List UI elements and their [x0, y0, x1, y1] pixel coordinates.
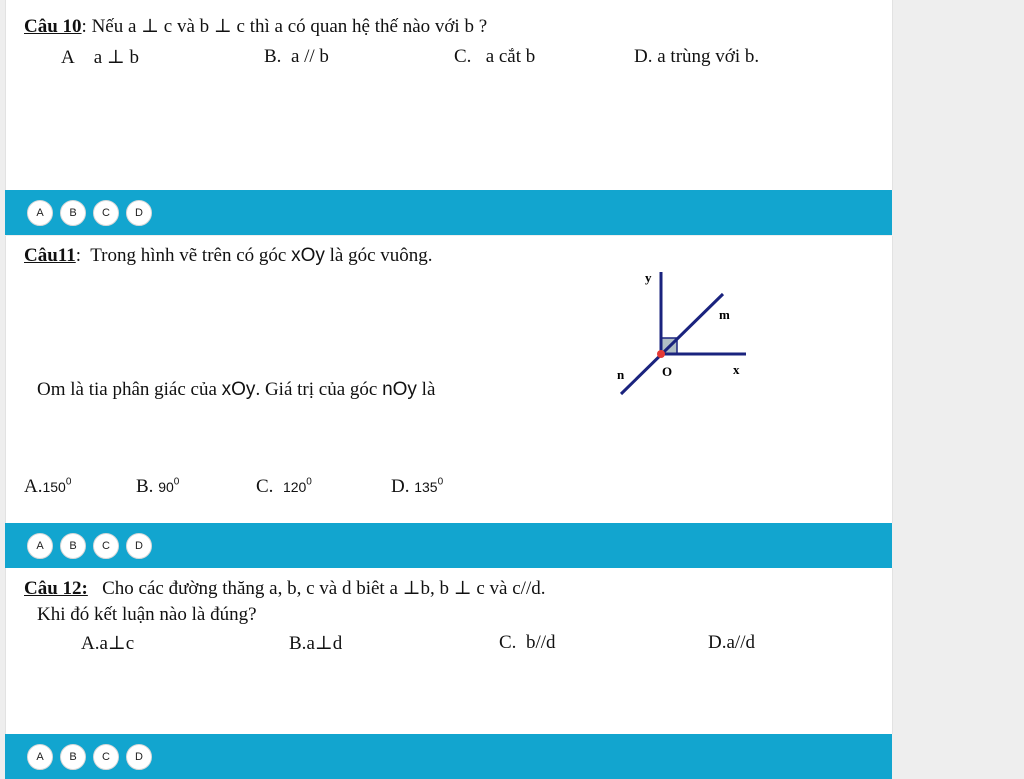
label-m: m — [719, 307, 730, 322]
answer-a-button[interactable]: A — [27, 744, 53, 770]
angle-xoy: xOy — [291, 245, 325, 266]
label-y: y — [645, 270, 652, 285]
q12-option-d — [708, 632, 755, 654]
q11-option-a — [24, 476, 71, 498]
answer-c-button[interactable]: C — [93, 744, 119, 770]
line2-text: . Giá trị của góc — [255, 379, 378, 400]
q12-option-b — [289, 632, 342, 655]
option-key: C. — [499, 632, 517, 653]
option-value: 150 — [42, 479, 66, 495]
answer-c-button[interactable]: C — [93, 200, 119, 226]
question-10-label: Câu 10 — [24, 16, 82, 37]
angle-noy: nOy — [382, 379, 417, 400]
question-12-label: Câu 12: — [24, 578, 88, 599]
question-11-body: Trong hình vẽ trên có góc — [90, 245, 287, 266]
option-value: 135 — [414, 479, 438, 495]
question-11-card — [5, 236, 893, 523]
option-text: a // b — [290, 46, 329, 67]
label-o: O — [662, 364, 673, 379]
option-key: A. — [81, 633, 100, 654]
question-11-body-end: là góc vuông. — [329, 245, 433, 266]
answer-c-button[interactable]: C — [93, 533, 119, 559]
question-10-separator: : — [81, 16, 92, 37]
degree-sup: 0 — [173, 476, 180, 488]
option-key: B. — [264, 46, 282, 67]
q12-option-c — [499, 632, 556, 654]
q11-option-c — [256, 476, 312, 498]
answer-a-button[interactable]: A — [27, 533, 53, 559]
option-text: a//d — [726, 632, 755, 653]
question-10-card — [5, 0, 893, 190]
angle-figure — [611, 266, 751, 396]
line2-text: là — [421, 379, 436, 400]
angle-xoy: xOy — [221, 379, 256, 400]
option-text: a⊥c — [99, 633, 135, 654]
option-key: C. — [454, 46, 472, 67]
option-key: A. — [24, 476, 43, 497]
answer-d-button[interactable]: D — [126, 744, 152, 770]
label-x: x — [733, 362, 740, 377]
q11-option-b — [136, 476, 179, 498]
question-10-body: Nếu a ⊥ c và b ⊥ c thì a có quan hệ thế nào với b ? — [91, 16, 488, 37]
option-key: D. — [634, 46, 653, 67]
q10-option-a — [61, 46, 139, 69]
question-11-label: Câu11 — [24, 245, 76, 266]
option-text: a trùng với b. — [657, 46, 760, 67]
question-12-line2 — [37, 604, 257, 626]
question-12-body-2: Khi đó kết luận nào là đúng? — [37, 604, 257, 625]
q12-option-a — [81, 632, 134, 655]
option-value: 90 — [158, 479, 174, 495]
question-12-text — [24, 577, 545, 600]
answer-a-button[interactable]: A — [27, 200, 53, 226]
option-key: B. — [136, 476, 154, 497]
answer-d-button[interactable]: D — [126, 200, 152, 226]
label-n: n — [617, 367, 625, 382]
option-text: a⊥d — [306, 633, 343, 654]
degree-sup: 0 — [65, 476, 72, 488]
option-key: D. — [708, 632, 727, 653]
question-10-text — [24, 15, 487, 38]
q11-option-d — [391, 476, 443, 498]
q10-option-c — [454, 46, 535, 68]
option-text: b//d — [525, 632, 556, 653]
answer-d-button[interactable]: D — [126, 533, 152, 559]
answer-b-button[interactable]: B — [60, 533, 86, 559]
option-key: C. — [256, 476, 274, 497]
option-text: a ⊥ b — [93, 47, 140, 68]
question-12-body: Cho các đường thăng a, b, c và d biêt a ⊥b, b ⊥ c và c//d. — [102, 578, 546, 599]
point-o — [657, 350, 665, 358]
line2-text: Om là tia phân giác của — [37, 379, 217, 400]
degree-sup: 0 — [437, 476, 444, 488]
answer-b-button[interactable]: B — [60, 744, 86, 770]
answer-bar-1 — [5, 190, 892, 235]
answer-bar-2 — [5, 523, 892, 568]
line-mn — [621, 294, 723, 394]
question-12-card — [5, 568, 893, 734]
option-text: a cắt b — [485, 46, 536, 67]
q10-option-b — [264, 46, 329, 68]
option-key: D. — [391, 476, 410, 497]
question-11-text — [24, 245, 433, 267]
degree-sup: 0 — [306, 476, 312, 488]
answer-bar-3 — [5, 734, 892, 779]
option-value: 120 — [282, 479, 307, 495]
option-key: B. — [289, 633, 307, 654]
question-11-line2 — [37, 379, 435, 401]
option-key: A — [61, 47, 75, 68]
answer-b-button[interactable]: B — [60, 200, 86, 226]
q10-option-d — [634, 46, 759, 68]
question-11-separator: : — [75, 245, 82, 266]
